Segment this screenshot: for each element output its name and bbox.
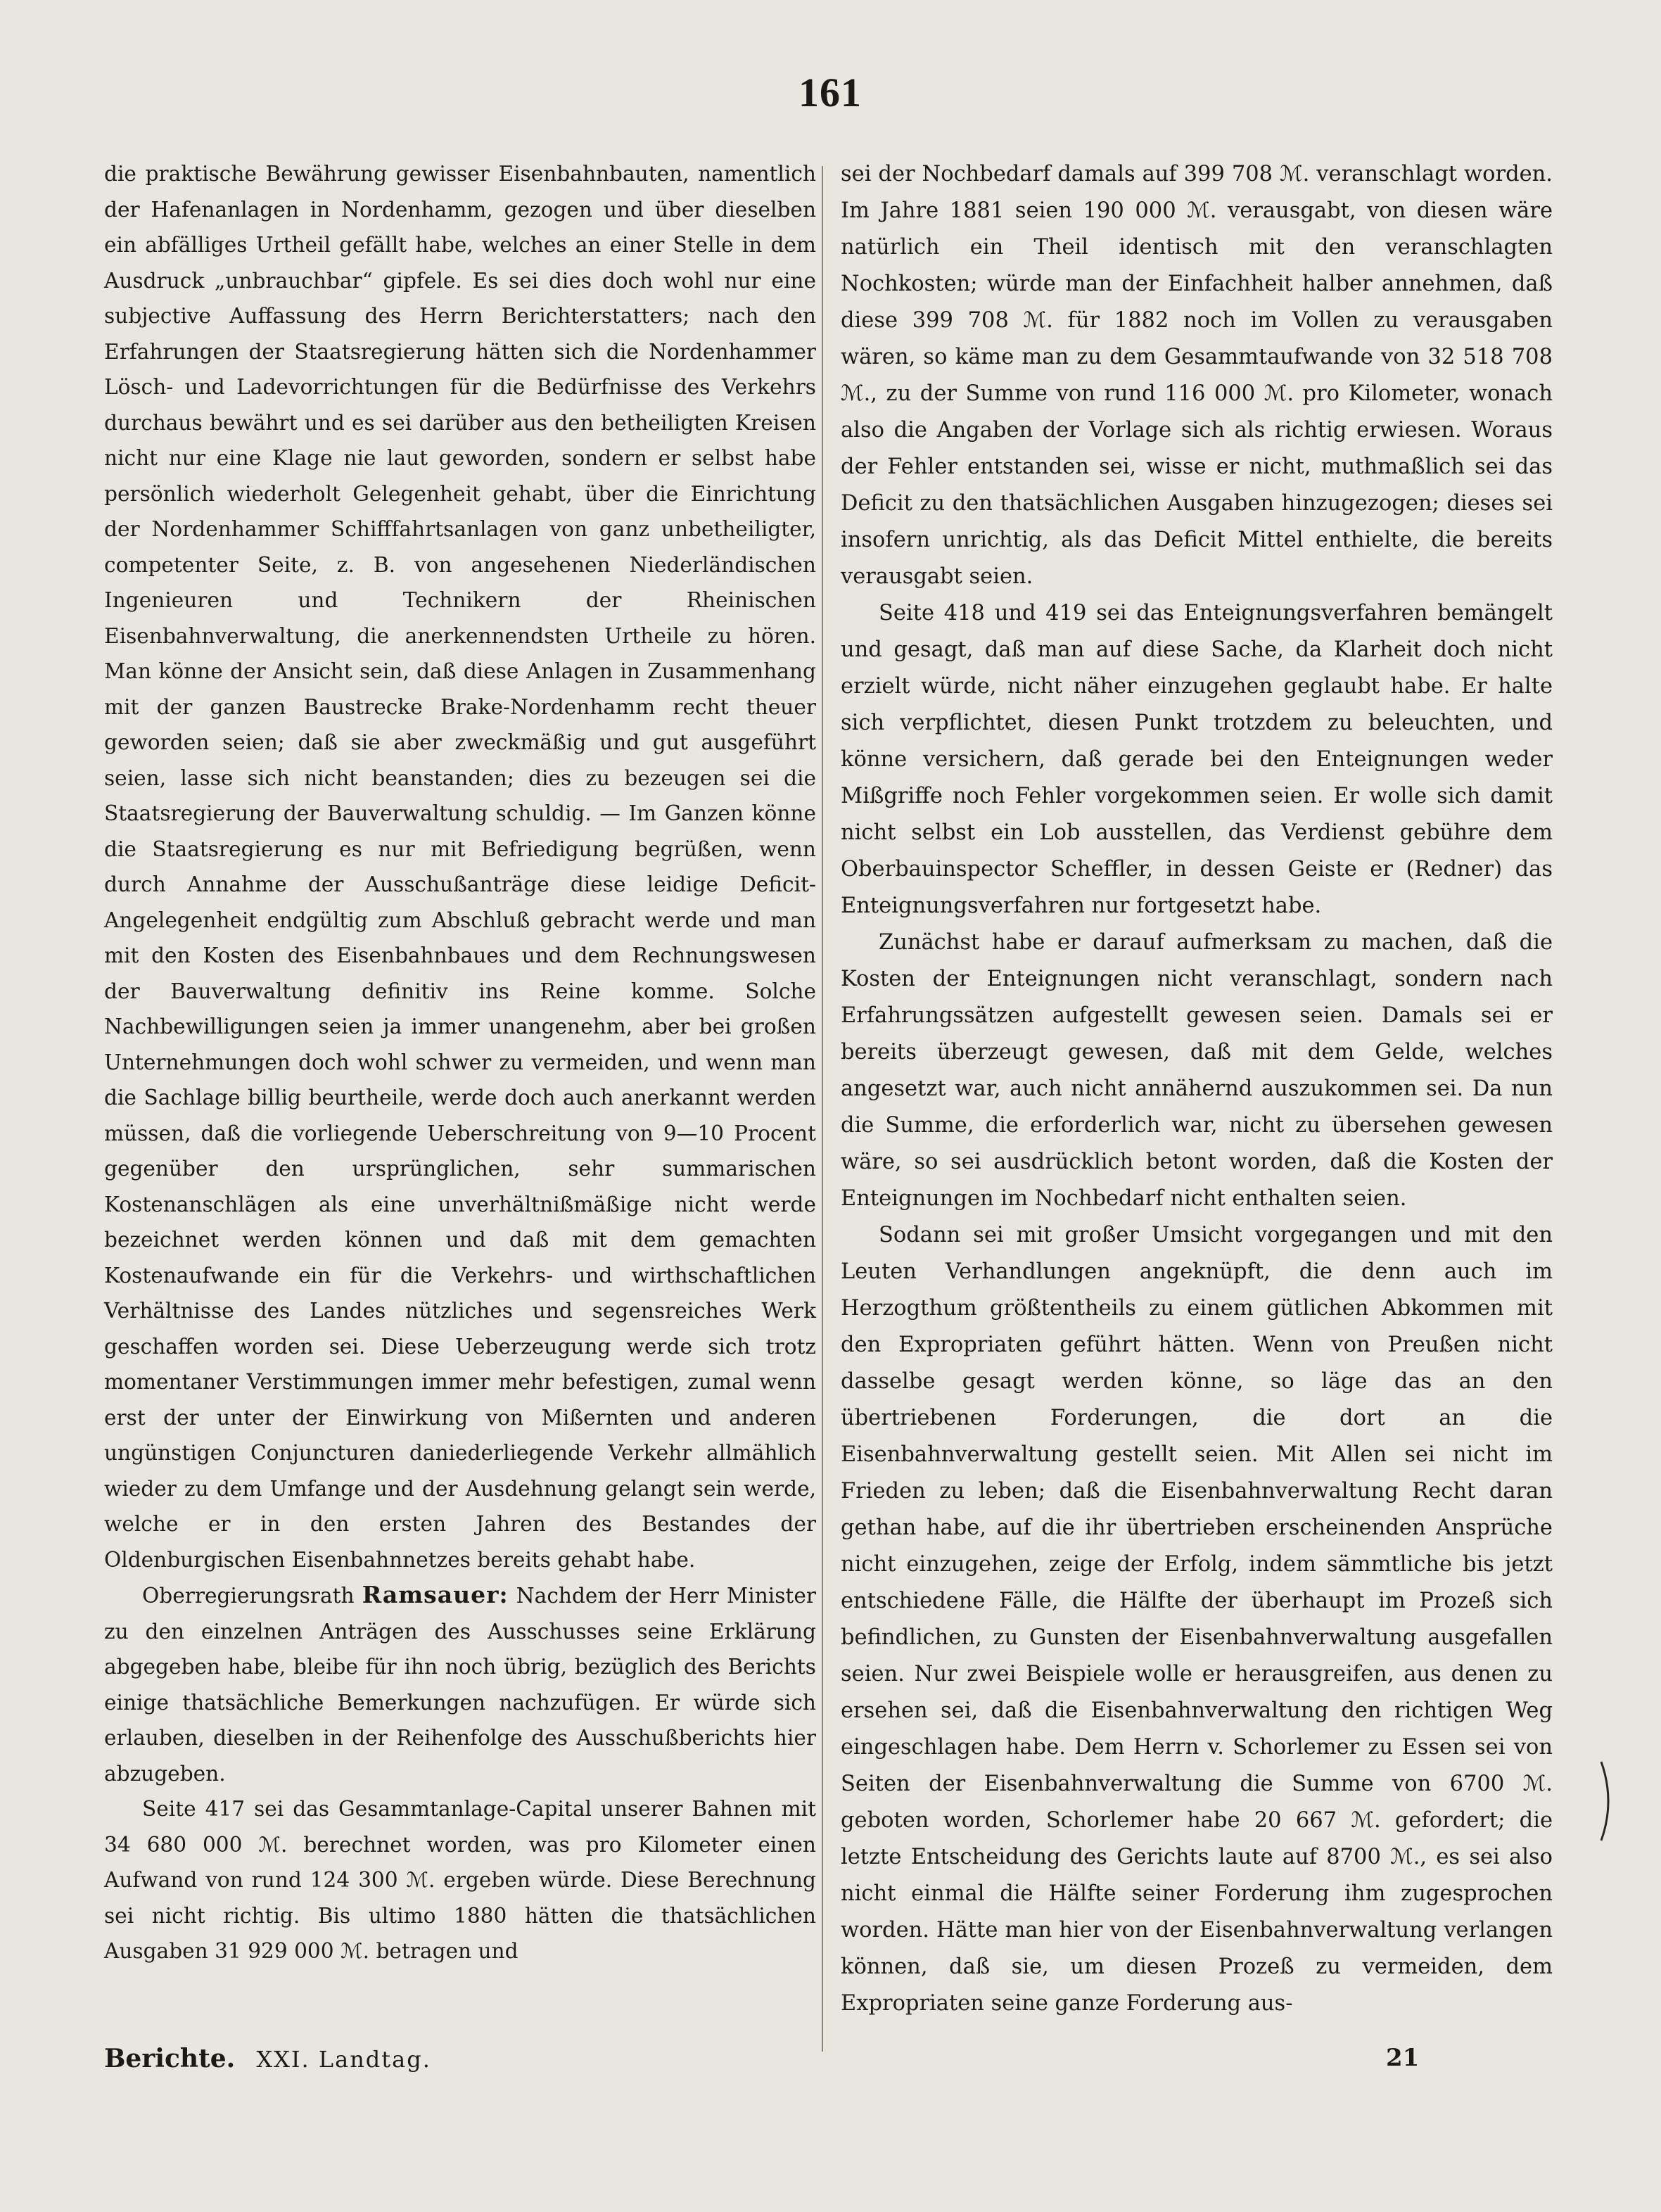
footer-left bbox=[104, 2044, 431, 2073]
left-paragraph-last: Seite 417 sei das Gesammtanlage-Capital unserer Bahnen mit 34 680 000 ℳ. berechnet worden, was pro Kilometer einen Aufwand von rund 124 300 ℳ. ergeben würde. Diese Berechnung sei nicht richtig. Bis ultimo 1880 hätten die thatsächlichen Ausgaben 31 929 000 ℳ. betragen und bbox=[104, 1797, 816, 1963]
speaker-prefix: Oberregierungsrath bbox=[142, 1584, 355, 1608]
speaker-paragraph bbox=[104, 1577, 816, 1791]
sheet-signature: 21 bbox=[1386, 2044, 1420, 2072]
speaker-text: Nachdem der Herr Minister zu den einzelnen Anträgen des Ausschusses seine Erklärung abgegeben habe, bleibe für ihn noch übrig, bezüglich des Berichts einige thatsächliche Bemerkungen nachzufügen. Er würde sich erlauben, dieselben in der Reihenfolge des Ausschußberichts hier abzugeben. bbox=[104, 1584, 816, 1786]
right-paragraph-4: Sodann sei mit großer Umsicht vorgegangen und mit den Leuten Verhandlungen angeknüpft, die denn auch im Herzogthum größtentheils zu einem gütlichen Abkommen mit den Expropriaten geführt hätten. Wenn von Preußen nicht dasselbe gesagt werden könne, so läge das an den übertriebenen Forderungen, die dort an die Eisenbahnverwaltung gestellt seien. Mit Allen sei nicht im Frieden zu leben; daß die Eisenbahnverwaltung Recht daran gethan habe, auf die ihr übertrieben erscheinenden Ansprüche nicht einzugehen, zeige der Erfolg, indem sämmtliche bis jetzt entschiedene Fälle, die Hälfte der überhaupt im Prozeß sich befindlichen, zu Gunsten der Eisenbahnverwaltung ausgefallen seien. Nur zwei Beispiele wolle er herausgreifen, aus denen zu ersehen sei, daß die Eisenbahnverwaltung den richtigen Weg eingeschlagen habe. Dem Herrn v. Schorlemer zu Essen sei von Seiten der Eisenbahnverwaltung die Summe von 6700 ℳ. geboten worden, Schorlemer habe 20 667 ℳ. gefordert; die letzte Entscheidung des Gerichts laute auf 8700 ℳ., es sei also nicht einmal die Hälfte seiner Forderung ihm zugesprochen worden. Hätte man hier von der Eisenbahnverwaltung verlangen können, daß sie, um diesen Prozeß zu vermeiden, dem Expropriaten seine ganze Forderung aus- bbox=[841, 1223, 1553, 2016]
page-number: 161 bbox=[798, 70, 862, 115]
right-paragraph-2: Seite 418 und 419 sei das Enteignungsverfahren bemängelt und gesagt, daß man auf diese Sache, da Klarheit doch nicht erzielt würde, nicht näher einzugehen geglaubt habe. Er halte sich verpflichtet, diesen Punkt trotzdem zu beleuchten, und könne versichern, daß gerade bei den Enteignungen weder Mißgriffe noch Fehler vorgekommen seien. Er wolle sich damit nicht selbst ein Lob ausstellen, das Verdienst gebühre dem Oberbauinspector Scheffler, in dessen Geiste er (Redner) das Enteignungsverfahren nur fortgesetzt habe. bbox=[841, 601, 1553, 918]
left-paragraph-1: die praktische Bewährung gewisser Eisenbahnbauten, namentlich der Hafenanlagen in Nordenhamm, gezogen und über dieselben ein abfälliges Urtheil gefällt habe, welches an einer Stelle in dem Ausdruck „unbrauchbar“ gipfele. Es sei dies doch wohl nur eine subjective Auffassung des Herrn Berichterstatters; nach den Erfahrungen der Staatsregierung hätten sich die Nordenhammer Lösch- und Ladevorrichtungen für die Bedürfnisse des Verkehrs durchaus bewährt und es sei darüber aus den betheiligten Kreisen nicht nur eine Klage nie laut geworden, sondern er selbst habe persönlich wiederholt Gelegenheit gehabt, über die Einrichtung der Nordenhammer Schifffahrtsanlagen von ganz unbetheiligter, competenter Seite, z. B. von angesehenen Niederländischen Ingenieuren und Technikern der Rheinischen Eisenbahnverwaltung, die anerkennendsten Urtheile zu hören. Man könne der Ansicht sein, daß diese Anlagen in Zusammenhang mit der ganzen Baustrecke Brake-Nordenhamm recht theuer geworden seien; daß sie aber zweckmäßig und gut ausgeführt seien, lasse sich nicht beanstanden; dies zu bezeugen sei die Staatsregierung der Bauverwaltung schuldig. — Im Ganzen könne die Staatsregierung es nur mit Befriedigung begrüßen, wenn durch Annahme der Ausschußanträge diese leidige Deficit-Angelegenheit endgültig zum Abschluß gebracht werde und man mit den Kosten des Eisenbahnbaues und dem Rechnungswesen der Bauverwaltung definitiv ins Reine komme. Solche Nachbewilligungen seien ja immer unangenehm, aber bei großen Unternehmungen doch wohl schwer zu vermeiden, und wenn man die Sachlage billig beurtheile, werde doch auch anerkannt werden müssen, daß die vorliegende Ueberschreitung von 9—10 Procent gegenüber den ursprünglichen, sehr summarischen Kostenanschlägen als eine unverhältnißmäßige nicht werde bezeichnet werden können und daß mit dem gemachten Kostenaufwande ein für die Verkehrs- und wirthschaftlichen Verhältnisse des Landes nützliches und segensreiches Werk geschaffen worden sei. Diese Ueberzeugung werde sich trotz momentaner Verstimmungen immer mehr befestigen, zumal wenn erst der unter der Einwirkung von Mißernten und anderen ungünstigen Conjuncturen daniederliegende Verkehr allmählich wieder zu dem Umfange und der Ausdehnung gelangt sein werde, welche er in den ersten Jahren des Bestandes der Oldenburgischen Eisenbahnnetzes bereits gehabt habe. bbox=[104, 162, 816, 1572]
left-column bbox=[104, 156, 816, 1969]
margin-bracket-mark bbox=[1597, 1759, 1618, 1843]
right-paragraph-1: sei der Nochbedarf damals auf 399 708 ℳ. veranschlagt worden. Im Jahre 1881 seien 190 000 ℳ. verausgabt, von diesen wäre natürlich ein Theil identisch mit den veranschlagten Nochkosten; würde man der Einfachheit halber annehmen, daß diese 399 708 ℳ. für 1882 noch im Vollen zu verausgaben wären, so käme man zu dem Gesammtaufwande von 32 518 708 ℳ., zu der Summe von rund 116 000 ℳ. pro Kilometer, wonach also die Angaben der Vorlage sich als richtig erwiesen. Woraus der Fehler entstanden sei, wisse er nicht, muthmaßlich sei das Deficit zu den thatsächlichen Ausgaben hinzugezogen; dieses sei insofern unrichtig, als das Deficit Mittel enthielte, die bereits verausgabt seien. bbox=[841, 162, 1553, 589]
speaker-name: Ramsauer: bbox=[362, 1581, 509, 1608]
footer-info: XXI. Landtag. bbox=[256, 2046, 431, 2073]
right-paragraph-3: Zunächst habe er darauf aufmerksam zu machen, daß die Kosten der Enteignungen nicht veranschlagt, sondern nach Erfahrungssätzen aufgestellt gewesen seien. Damals sei er bereits überzeugt gewesen, daß mit dem Gelde, welches angesetzt war, auch nicht annähernd auszukommen sei. Da nun die Summe, die erforderlich war, nicht zu übersehen gewesen wäre, so sei ausdrücklich betont worden, daß die Kosten der Enteignungen im Nochbedarf nicht enthalten seien. bbox=[841, 930, 1553, 1211]
column-divider bbox=[822, 166, 823, 2052]
right-column bbox=[841, 156, 1553, 2022]
footer-label: Berichte. bbox=[104, 2044, 236, 2073]
